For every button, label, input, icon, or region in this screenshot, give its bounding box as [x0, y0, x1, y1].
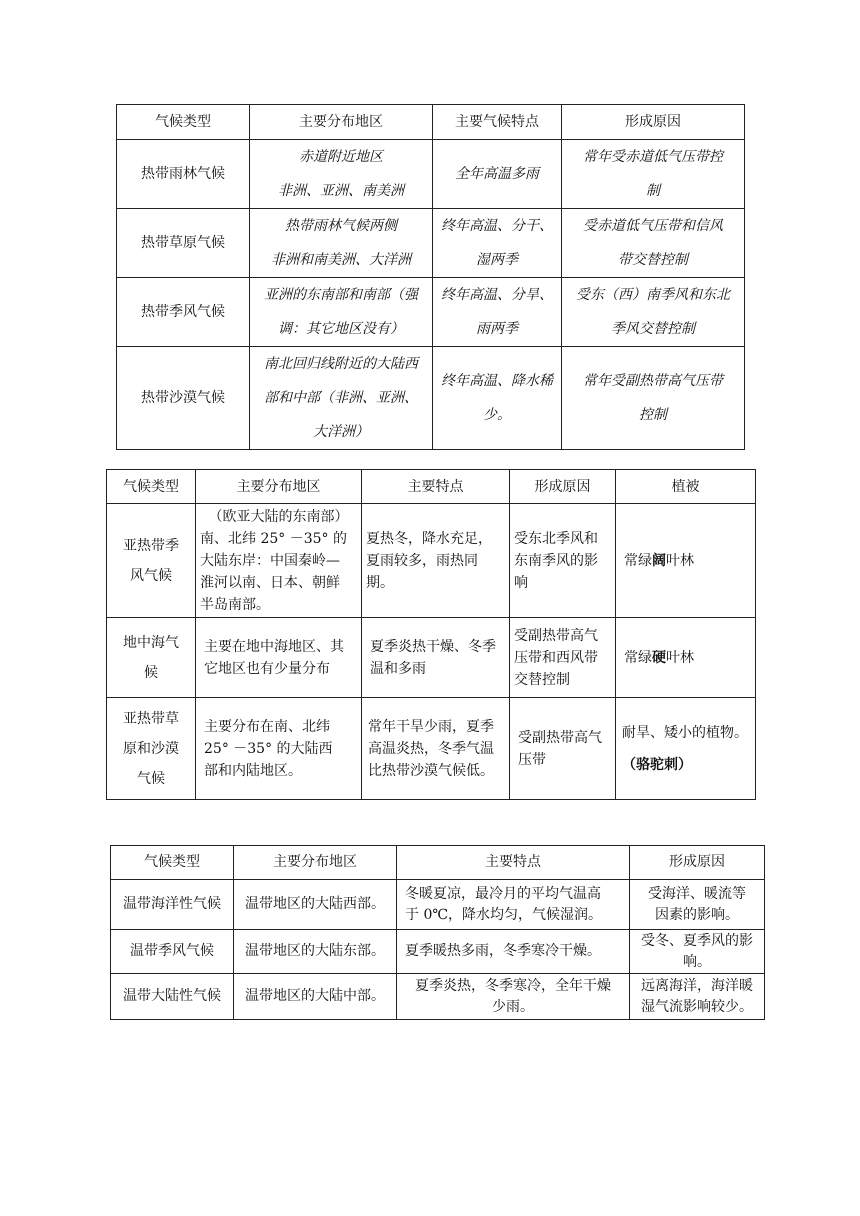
table-row [117, 209, 745, 278]
table-row [117, 140, 745, 209]
cause-cell: 受冬、夏季风的影 响。 [630, 930, 765, 974]
cause-cell: 受东北季风和 东南季风的影 响 [510, 504, 616, 618]
header-feature: 主要气候特点 [433, 105, 562, 140]
feature-cell: 终年高温、分干、 湿两季 [433, 209, 562, 278]
table-header-row [117, 105, 745, 140]
cause-cell: 常年受副热带高气压带 控制 [562, 347, 745, 450]
header-vegetation: 植被 [616, 470, 756, 504]
table-row [111, 930, 765, 974]
region-cell: 南北回归线附近的大陆西 部和中部（非洲、亚洲、 大洋洲） [250, 347, 433, 450]
header-region: 主要分布地区 [196, 470, 362, 504]
cause-cell: 受海洋、暖流等 因素的影响。 [630, 880, 765, 930]
region-cell: 温带地区的大陆东部。 [234, 930, 397, 974]
header-climate-type: 气候类型 [111, 846, 234, 880]
header-feature: 主要特点 [362, 470, 510, 504]
region-cell: 温带地区的大陆中部。 [234, 974, 397, 1020]
table-header-row [111, 846, 765, 880]
region-cell: （欧亚大陆的东南部） 南、北纬 25° －35° 的 大陆东岸：中国秦岭— 淮河以南、日本、朝鲜 半岛南部。 [196, 504, 362, 618]
climate-type: 热带雨林气候 [117, 140, 250, 209]
vegetation-cell: 耐旱、矮小的植物。 （骆驼刺） [616, 698, 756, 800]
cause-cell: 受副热带高气 压带和西风带 交替控制 [510, 618, 616, 698]
table-row [107, 618, 756, 698]
region-cell: 赤道附近地区 非洲、亚洲、南美洲 [250, 140, 433, 209]
climate-type: 亚热带草 原和沙漠 气候 [107, 698, 196, 800]
feature-cell: 常年干旱少雨，夏季 高温炎热，冬季气温 比热带沙漠气候低。 [362, 698, 510, 800]
temperate-climate-table [110, 845, 765, 1020]
table-row [117, 278, 745, 347]
header-climate-type: 气候类型 [117, 105, 250, 140]
header-cause: 形成原因 [562, 105, 745, 140]
header-cause: 形成原因 [630, 846, 765, 880]
table-header-row [107, 470, 756, 504]
table-row [107, 504, 756, 618]
feature-cell: 全年高温多雨 [433, 140, 562, 209]
header-region: 主要分布地区 [250, 105, 433, 140]
climate-type: 热带季风气候 [117, 278, 250, 347]
vegetation-cell: 常绿硬叶林 [616, 618, 756, 698]
header-climate-type: 气候类型 [107, 470, 196, 504]
climate-type: 温带海洋性气候 [111, 880, 234, 930]
feature-cell: 终年高温、降水稀 少。 [433, 347, 562, 450]
header-feature: 主要特点 [397, 846, 630, 880]
region-cell: 亚洲的东南部和南部（强 调：其它地区没有） [250, 278, 433, 347]
region-cell: 主要在地中海地区、其 它地区也有少量分布 [196, 618, 362, 698]
climate-type: 亚热带季 风气候 [107, 504, 196, 618]
table-row [111, 974, 765, 1020]
feature-cell: 冬暖夏凉，最冷月的平均气温高 于 0℃，降水均匀，气候湿润。 [397, 880, 630, 930]
cause-cell: 受东（西）南季风和东北 季风交替控制 [562, 278, 745, 347]
subtropical-climate-table [106, 469, 756, 800]
climate-type: 热带沙漠气候 [117, 347, 250, 450]
feature-cell: 终年高温、分旱、 雨两季 [433, 278, 562, 347]
cause-cell: 常年受赤道低气压带控 制 [562, 140, 745, 209]
feature-cell: 夏季炎热干燥、冬季 温和多雨 [362, 618, 510, 698]
table-row [107, 698, 756, 800]
cause-cell: 受副热带高气 压带 [510, 698, 616, 800]
feature-cell: 夏热冬，降水充足， 夏雨较多，雨热同 期。 [362, 504, 510, 618]
feature-cell: 夏季炎热，冬季寒冷，全年干燥 少雨。 [397, 974, 630, 1020]
region-cell: 温带地区的大陆西部。 [234, 880, 397, 930]
header-cause: 形成原因 [510, 470, 616, 504]
climate-type: 温带季风气候 [111, 930, 234, 974]
region-cell: 主要分布在南、北纬 25° －35° 的大陆西 部和内陆地区。 [196, 698, 362, 800]
climate-type: 温带大陆性气候 [111, 974, 234, 1020]
cause-cell: 受赤道低气压带和信风 带交替控制 [562, 209, 745, 278]
table-row [111, 880, 765, 930]
climate-type: 地中海气 候 [107, 618, 196, 698]
table-row [117, 347, 745, 450]
region-cell: 热带雨林气候两侧 非洲和南美洲、大洋洲 [250, 209, 433, 278]
cause-cell: 远离海洋，海洋暖 湿气流影响较少。 [630, 974, 765, 1020]
climate-type: 热带草原气候 [117, 209, 250, 278]
header-region: 主要分布地区 [234, 846, 397, 880]
tropical-climate-table [116, 104, 745, 450]
vegetation-cell: 常绿阔叶林 [616, 504, 756, 618]
feature-cell: 夏季暖热多雨，冬季寒冷干燥。 [397, 930, 630, 974]
